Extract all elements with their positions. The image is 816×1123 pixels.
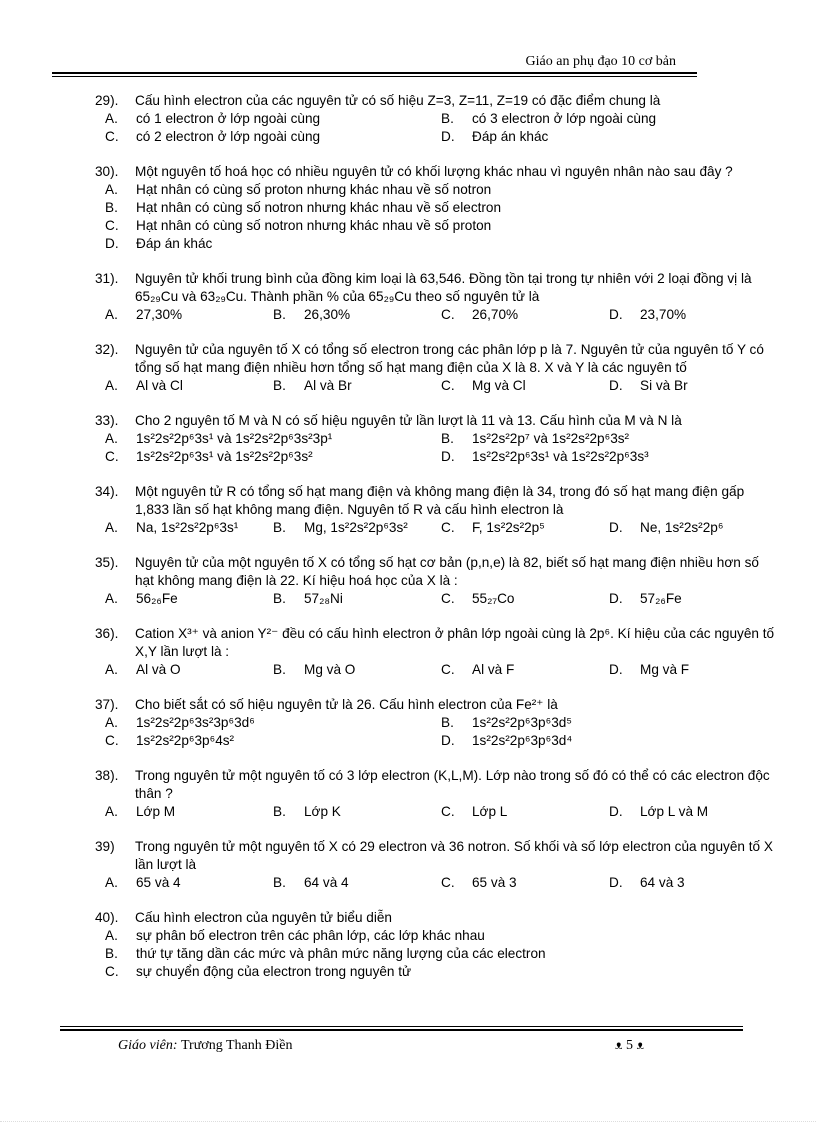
option-letter: B. (441, 715, 454, 730)
option-c (441, 590, 609, 608)
option-d (609, 377, 777, 395)
option-text: Si và Br (640, 378, 688, 393)
option-letter: D. (441, 733, 455, 748)
question-39 (0, 838, 816, 892)
option-text: 64 và 4 (304, 875, 349, 890)
question-text: Cho biết sắt có số hiệu nguyên tử là 26. Cấu hình electron của Fe²⁺ là (135, 697, 558, 712)
option-d (105, 235, 816, 253)
option-text: 56₂₆Fe (136, 591, 178, 606)
option-b (441, 430, 777, 448)
option-letter: D. (441, 449, 455, 464)
option-a (105, 927, 816, 945)
option-letter: A. (105, 182, 118, 197)
question-number: 34). (95, 484, 119, 499)
option-letter: D. (609, 875, 623, 890)
option-letter: C. (441, 591, 455, 606)
option-text: thứ tự tăng dần các mức và phân mức năng lượng của các electron (136, 946, 546, 961)
option-a (105, 377, 273, 395)
option-d (609, 519, 777, 537)
option-letter: A. (105, 111, 118, 126)
question-32 (0, 341, 816, 395)
question-40 (0, 909, 816, 981)
option-text: Lớp L (472, 804, 508, 819)
footer-teacher-name: Trương Thanh Điền (181, 1038, 293, 1053)
option-a (105, 110, 441, 128)
option-c (441, 874, 609, 892)
option-c (105, 963, 816, 981)
option-text: 65 và 3 (472, 875, 517, 890)
option-letter: C. (105, 129, 119, 144)
question-text: Cation X³⁺ và anion Y²⁻ đều có cấu hình electron ở phân lớp ngoài cùng là 2p⁶. Kí hiệu của các nguyên tố X,Y lần lượt là : (135, 626, 775, 659)
option-text: Mg và Cl (472, 378, 526, 393)
option-c (441, 803, 609, 821)
header-rule-thin (52, 76, 697, 77)
option-text: 26,70% (472, 307, 519, 322)
question-text: Trong nguyên tử một nguyên tố X có 29 electron và 36 notron. Số khối và số lớp electron của nguyên tố X lần lượt là (135, 839, 773, 872)
option-letter: B. (273, 804, 286, 819)
option-text: Al và O (136, 662, 181, 677)
option-b (441, 714, 777, 732)
option-letter: D. (609, 520, 623, 535)
option-text: Mg và F (640, 662, 690, 677)
option-b (273, 377, 441, 395)
option-letter: C. (441, 875, 455, 890)
option-text: 1s²2s²2p⁶3s¹ và 1s²2s²2p⁶3s² (136, 449, 313, 464)
option-c (441, 306, 609, 324)
option-c (105, 217, 816, 235)
question-35 (0, 554, 816, 608)
option-letter: C. (105, 964, 119, 979)
option-text: 27,30% (136, 307, 183, 322)
question-text: Nguyên tử của nguyên tố X có tổng số electron trong các phân lớp p là 7. Nguyên tử của nguyên tố Y có tổng số hạt mang điện nhiều hơn tổng số hạt mang điện của X là 8. X và Y là các nguyên tố (135, 342, 764, 375)
option-text: có 3 electron ở lớp ngoài cùng (472, 111, 657, 126)
option-letter: D. (609, 591, 623, 606)
option-letter: D. (609, 378, 623, 393)
option-letter: B. (441, 431, 454, 446)
option-text: Hạt nhân có cùng số notron nhưng khác nhau về số proton (136, 218, 492, 233)
question-number: 37). (95, 697, 119, 712)
option-letter: A. (105, 591, 118, 606)
question-number: 36). (95, 626, 119, 641)
option-c (441, 377, 609, 395)
question-number: 39) (95, 839, 115, 854)
option-d (609, 874, 777, 892)
option-letter: B. (273, 591, 286, 606)
option-d (609, 661, 777, 679)
option-letter: D. (609, 804, 623, 819)
option-text: 1s²2s²2p⁶3s²3p⁶3d⁶ (136, 715, 255, 730)
option-d (609, 803, 777, 821)
option-text: Al và F (472, 662, 515, 677)
option-letter: D. (609, 662, 623, 677)
question-number: 33). (95, 413, 119, 428)
option-b (105, 199, 816, 217)
option-letter: D. (441, 129, 455, 144)
option-letter: C. (441, 520, 455, 535)
option-text: Lớp L và M (640, 804, 709, 819)
option-c (441, 661, 609, 679)
question-number: 31). (95, 271, 119, 286)
option-text: 1s²2s²2p⁶3p⁶3d⁵ (472, 715, 572, 730)
question-number: 35). (95, 555, 119, 570)
question-37 (0, 696, 816, 750)
option-text: 57₂₈Ni (304, 591, 343, 606)
option-text: 1s²2s²2p⁶3s¹ và 1s²2s²2p⁶3s³ (472, 449, 649, 464)
option-c (441, 519, 609, 537)
question-number: 38). (95, 768, 119, 783)
option-d (609, 590, 777, 608)
option-a (105, 590, 273, 608)
option-a (105, 803, 273, 821)
option-letter: C. (105, 733, 119, 748)
header-rule (52, 72, 697, 74)
option-letter: A. (105, 928, 118, 943)
option-text: 64 và 3 (640, 875, 685, 890)
option-b (273, 519, 441, 537)
option-c (105, 732, 441, 750)
option-c (105, 128, 441, 146)
option-letter: B. (273, 520, 286, 535)
options (0, 927, 816, 981)
option-letter: A. (105, 378, 118, 393)
option-b (273, 803, 441, 821)
page-edge (0, 1121, 816, 1122)
question-33 (0, 412, 816, 466)
option-text: có 1 electron ở lớp ngoài cùng (136, 111, 321, 126)
question-text: Trong nguyên tử một nguyên tố có 3 lớp electron (K,L,M). Lớp nào trong số đó có thể có các electron độc thân ? (135, 768, 770, 801)
option-b (273, 661, 441, 679)
options (0, 803, 816, 821)
option-text: 26,30% (304, 307, 351, 322)
option-d (441, 732, 777, 750)
question-list (0, 92, 816, 998)
options (0, 110, 816, 146)
question-38 (0, 767, 816, 821)
option-text: Mg, 1s²2s²2p⁶3s² (304, 520, 408, 535)
question-text: Nguyên tử khối trung bình của đồng kim loại là 63,546. Đồng tồn tại trong tự nhiên với 2 loại đồng vị là 65₂₉Cu và 63₂₉Cu. Thành phần % của 65₂₉Cu theo số nguyên tử là (135, 271, 752, 304)
option-letter: B. (441, 111, 454, 126)
option-text: Lớp M (136, 804, 176, 819)
option-c (105, 448, 441, 466)
footer-teacher: Giáo viên: Trương Thanh Điền (118, 1038, 293, 1053)
question-34 (0, 483, 816, 537)
options (0, 306, 816, 324)
option-letter: C. (105, 218, 119, 233)
option-letter: A. (105, 804, 118, 819)
option-d (441, 448, 777, 466)
question-text: Một nguyên tố hoá học có nhiều nguyên tử có khối lượng khác nhau vì nguyên nhân nào sau đây ? (135, 164, 733, 179)
option-text: có 2 electron ở lớp ngoài cùng (136, 129, 321, 144)
question-30 (0, 163, 816, 253)
option-text: Na, 1s²2s²2p⁶3s¹ (136, 520, 239, 535)
option-a (105, 714, 441, 732)
option-a (105, 661, 273, 679)
footer-rule-thin (60, 1026, 743, 1027)
option-text: 55₂₇Co (472, 591, 515, 606)
header-title: Giáo an phụ đạo 10 cơ bản (525, 54, 676, 69)
option-text: sự chuyển động của electron trong nguyên tử (136, 964, 412, 979)
options (0, 590, 816, 608)
option-text: 65 và 4 (136, 875, 181, 890)
option-text: sự phân bố electron trên các phân lớp, các lớp khác nhau (136, 928, 485, 943)
options (0, 874, 816, 892)
question-text: Cấu hình electron của các nguyên tử có số hiệu Z=3, Z=11, Z=19 có đặc điểm chung là (135, 93, 661, 108)
options (0, 181, 816, 253)
option-text: Al và Cl (136, 378, 183, 393)
option-text: 23,70% (640, 307, 687, 322)
option-b (441, 110, 777, 128)
option-letter: C. (441, 307, 455, 322)
option-text: Ne, 1s²2s²2p⁶ (640, 520, 724, 535)
footer-rule (60, 1029, 743, 1031)
option-letter: A. (105, 715, 118, 730)
option-text: F, 1s²2s²2p⁵ (472, 520, 545, 535)
options (0, 519, 816, 537)
option-letter: C. (441, 662, 455, 677)
question-number: 30). (95, 164, 119, 179)
question-36 (0, 625, 816, 679)
option-text: Hạt nhân có cùng số notron nhưng khác nhau về số electron (136, 200, 502, 215)
option-a (105, 874, 273, 892)
option-letter: B. (273, 875, 286, 890)
option-text: 57₂₆Fe (640, 591, 682, 606)
option-d (609, 306, 777, 324)
option-b (273, 874, 441, 892)
option-letter: D. (609, 307, 623, 322)
option-letter: A. (105, 662, 118, 677)
option-letter: A. (105, 307, 118, 322)
question-text: Cấu hình electron của nguyên tử biểu diễn (135, 910, 392, 925)
question-text: Nguyên tử của một nguyên tố X có tổng số hạt cơ bản (p,n,e) là 82, biết số hạt mang điện nhiều hơn số hạt không mang điện là 22. Kí hiệu hoá học của X là : (135, 555, 759, 588)
option-a (105, 519, 273, 537)
option-text: Đáp án khác (472, 129, 549, 144)
option-b (273, 590, 441, 608)
question-29 (0, 92, 816, 146)
option-a (105, 306, 273, 324)
option-text: Hạt nhân có cùng số proton nhưng khác nhau về số notron (136, 182, 492, 197)
question-number: 40). (95, 910, 119, 925)
option-text: 1s²2s²2p⁶3s¹ và 1s²2s²2p⁶3s²3p¹ (136, 431, 333, 446)
option-text: 1s²2s²2p⁷ và 1s²2s²2p⁶3s² (472, 431, 630, 446)
options (0, 714, 816, 750)
option-text: Mg và O (304, 662, 356, 677)
option-d (441, 128, 777, 146)
option-letter: A. (105, 431, 118, 446)
options (0, 430, 816, 466)
option-letter: A. (105, 520, 118, 535)
option-letter: B. (105, 946, 118, 961)
option-b (105, 945, 816, 963)
option-b (273, 306, 441, 324)
option-letter: B. (105, 200, 118, 215)
option-a (105, 181, 816, 199)
options (0, 661, 816, 679)
question-number: 29). (95, 93, 119, 108)
options (0, 377, 816, 395)
option-text: 1s²2s²2p⁶3p⁶4s² (136, 733, 235, 748)
option-letter: B. (273, 378, 286, 393)
option-letter: B. (273, 662, 286, 677)
question-text: Cho 2 nguyên tố M và N có số hiệu nguyên tử lần lượt là 11 và 13. Cấu hình của M và N là (135, 413, 682, 428)
option-letter: D. (105, 236, 119, 251)
option-text: 1s²2s²2p⁶3p⁶3d⁴ (472, 733, 573, 748)
question-text: Một nguyên tử R có tổng số hạt mang điện và không mang điện là 34, trong đó số hạt mang điện gấp 1,833 lần số hạt không mang điện. Nguyên tố R và cấu hình electron là (135, 484, 745, 517)
option-letter: B. (273, 307, 286, 322)
footer-teacher-label: Giáo viên (118, 1038, 173, 1053)
option-text: Al và Br (304, 378, 352, 393)
question-number: 32). (95, 342, 119, 357)
option-letter: C. (105, 449, 119, 464)
option-text: Đáp án khác (136, 236, 213, 251)
option-a (105, 430, 441, 448)
option-letter: A. (105, 875, 118, 890)
option-letter: C. (441, 804, 455, 819)
question-31 (0, 270, 816, 324)
option-text: Lớp K (304, 804, 341, 819)
option-letter: C. (441, 378, 455, 393)
footer-page: ᴥ 5 ᴥ (615, 1038, 645, 1053)
